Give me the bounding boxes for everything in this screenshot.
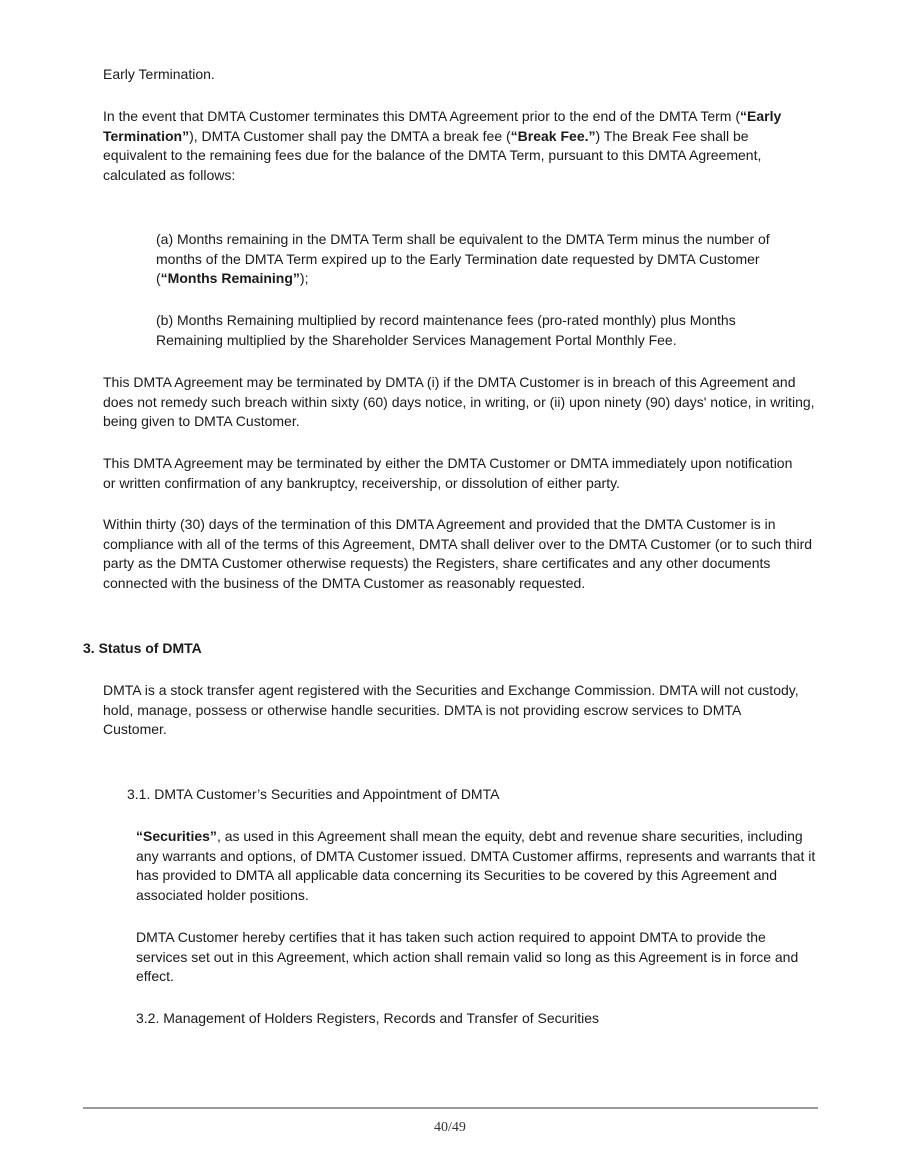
break-fee-term: “Break Fee.” — [510, 127, 596, 144]
termination-by-dmta-paragraph: This DMTA Agreement may be terminated by DMTA (i) if the DMTA Customer is in breach of this Agreement and does not remedy such breach within sixty (60) days notice, in writing, or (ii) upon ninety (90) days' notice, in writing, being given to DMTA Customer. — [103, 374, 815, 430]
securities-definition-paragraph — [136, 827, 818, 905]
page-number: 40/49 — [434, 1120, 466, 1135]
subsection-3-2-heading: 3.2. Management of Holders Registers, Records and Transfer of Securities — [136, 1010, 599, 1026]
appointment-certification-paragraph: DMTA Customer hereby certifies that it has taken such action required to appoint DMTA to provide the services set out in this Agreement, which action shall remain valid so long as this Agreement is in force and effect. — [136, 929, 799, 985]
p6-text-1: , as used in this Agreement shall mean the equity, debt and revenue share securities, including any warrants and options, of DMTA Customer issued. DMTA Customer affirms, represents and warrants that it has provided to DMTA all applicable data concerning its Securities to be covered by this Agreement and associated holder positions. — [136, 828, 816, 903]
section-3-heading: 3. Status of DMTA — [83, 640, 202, 656]
early-termination-paragraph — [103, 107, 803, 185]
list-item-b: (b) Months Remaining multiplied by record maintenance fees (pro-rated monthly) plus Months Remaining multiplied by the Shareholder Services Management Portal Monthly Fee. — [156, 312, 736, 348]
footer-divider — [83, 1107, 818, 1109]
status-of-dmta-paragraph: DMTA is a stock transfer agent registered with the Securities and Exchange Commission. DMTA will not custody, hold, manage, possess or otherwise handle securities. DMTA is not providing escrow services to DMTA Customer. — [103, 682, 799, 738]
item-a-text-1: (a) Months remaining in the DMTA Term shall be equivalent to the DMTA Term minus the number of months of the DMTA Term expired up to the Early Termination date requested by DMTA Customer ( — [156, 231, 770, 287]
p1-text-3: ) The Break Fee shall be equivalent to the remaining fees due for the balance of the DMTA Term, pursuant to this DMTA Agreement, calculated as follows: — [103, 127, 762, 183]
months-remaining-term: “Months Remaining” — [160, 270, 300, 287]
subsection-3-1-heading: 3.1. DMTA Customer’s Securities and Appointment of DMTA — [127, 786, 500, 802]
list-item-a — [156, 230, 818, 289]
p1-text-1: In the event that DMTA Customer terminates this DMTA Agreement prior to the end of the DMTA Term ( — [103, 108, 740, 124]
securities-term: “Securities” — [136, 828, 217, 844]
return-of-records-paragraph: Within thirty (30) days of the termination of this DMTA Agreement and provided that the DMTA Customer is in compliance with all of the terms of this Agreement, DMTA shall deliver over to the DMTA Customer (or to such third party as the DMTA Customer otherwise requests) the Registers, share certificates and any other documents connected with the business of the DMTA Customer as reasonably requested. — [103, 516, 813, 591]
early-termination-title: Early Termination. — [103, 66, 215, 82]
termination-either-party-paragraph: This DMTA Agreement may be terminated by either the DMTA Customer or DMTA immediately upon notification or written confirmation of any bankruptcy, receivership, or dissolution of either party. — [103, 455, 793, 491]
item-a-text-2: ); — [299, 270, 309, 287]
early-termination-term: “Early Termination” — [103, 108, 782, 144]
p1-text-2: ), DMTA Customer shall pay the DMTA a break fee ( — [189, 127, 511, 144]
